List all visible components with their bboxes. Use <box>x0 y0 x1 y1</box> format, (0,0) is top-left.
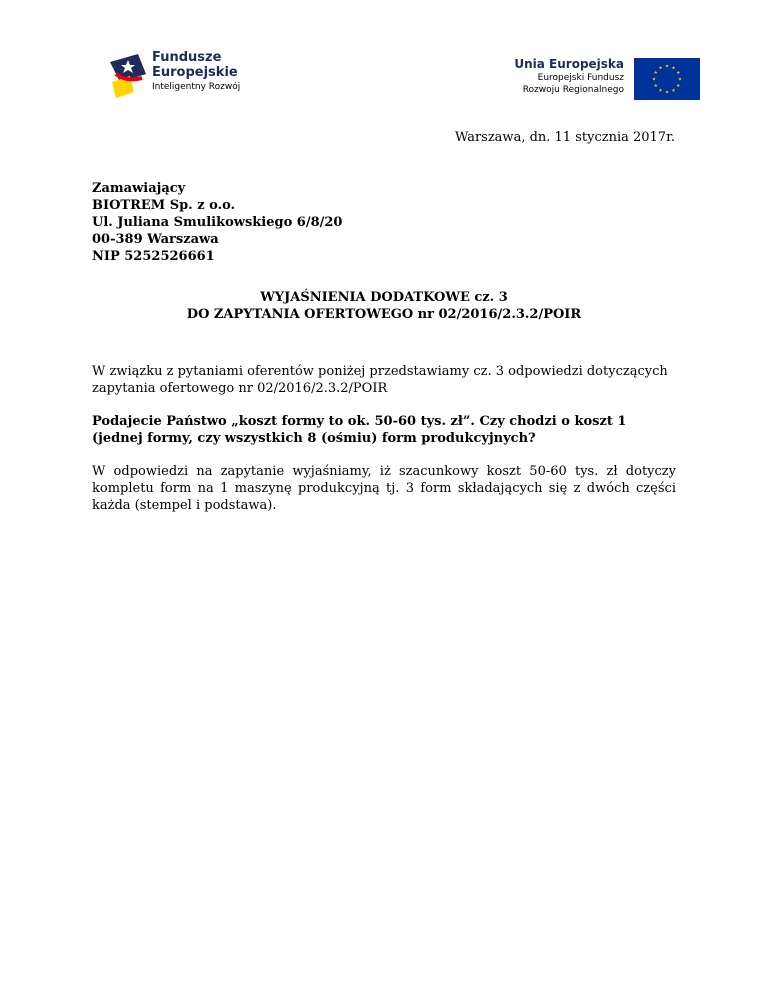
fundusze-europejskie-logo <box>108 50 258 102</box>
fundusze-europejskie-logo-icon <box>108 52 148 102</box>
eu-flag-icon <box>634 58 700 100</box>
recipient-company: BIOTREM Sp. z o.o. <box>92 198 236 213</box>
recipient-label: Zamawiający <box>92 181 186 196</box>
logo-right-title: Unia Europejska <box>514 57 624 71</box>
recipient-nip: NIP 5252526661 <box>92 249 215 264</box>
answer-paragraph: W odpowiedzi na zapytanie wyjaśniamy, iż szacunkowy koszt 50-60 tys. zł dotyczy kompletu form na 1 maszynę produkcyjną tj. 3 form składających się z dwóch części każda (stempel i podstawa). <box>92 464 676 513</box>
logo-right-line3: Rozwoju Regionalnego <box>522 85 624 95</box>
logo-left-line2: Europejskie <box>152 65 238 80</box>
unia-europejska-logo <box>500 56 700 100</box>
logo-left-line3: Inteligentny Rozwój <box>152 82 241 92</box>
heading-line1: WYJAŚNIENIA DODATKOWE cz. 3 <box>260 290 508 305</box>
document-heading <box>92 289 676 323</box>
recipient-street: Ul. Juliana Smulikowskiego 6/8/20 <box>92 215 343 230</box>
intro-paragraph: W związku z pytaniami oferentów poniżej przedstawiamy cz. 3 odpowiedzi dotyczących zapytania ofertowego nr 02/2016/2.3.2/POIR <box>92 364 668 396</box>
question-paragraph: Podajecie Państwo „koszt formy to ok. 50-60 tys. zł”. Czy chodzi o koszt 1 (jednej formy, czy wszystkich 8 (ośmiu) form produkcyjnych? <box>92 414 627 446</box>
recipient-city: 00-389 Warszawa <box>92 232 219 247</box>
logo-right-line2: Europejski Fundusz <box>537 73 624 83</box>
recipient-address <box>92 180 342 265</box>
heading-line2: DO ZAPYTANIA OFERTOWEGO nr 02/2016/2.3.2/POIR <box>186 307 582 322</box>
document-date: Warszawa, dn. 11 stycznia 2017r. <box>454 130 675 145</box>
logo-left-line1: Fundusze <box>152 50 222 65</box>
